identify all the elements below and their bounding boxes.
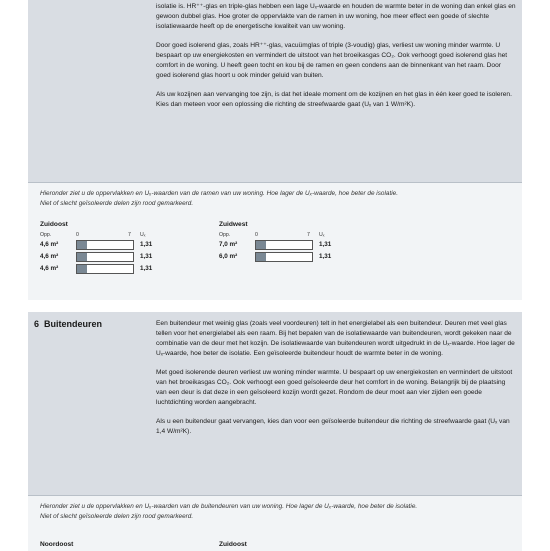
paragraph: Door goed isolerend glas, zoals HR⁺⁺-glas, vacuümglas of triple (3-voudig) glas, verliest uw woning minder warmte. U bespaart op uw energiekosten en vermindert de uitstoot van het broeikasgas CO₂. Ook verhoogt goed isolerend glas het comfort in de woning. U heeft geen tocht en kou bij de ramen en geen condens aan de binnenkant van het raam. Door goed isolerend glas hoort u ook minder geluid van buiten. — [156, 42, 508, 79]
row-u-value: 1,31 — [319, 253, 332, 260]
row-u-value: 1,31 — [140, 241, 153, 248]
section-body — [156, 319, 516, 446]
row-area: 4,6 m² — [40, 253, 59, 260]
orientation-table-zuidwest — [219, 221, 332, 264]
row-u-value: 1,31 — [319, 241, 332, 248]
caption-line: Hieronder ziet u de oppervlakken en Uₓ-waarden van de ramen van uw woning. Hoe lager de Uₓ-waarde, hoe beter de isolatie. — [40, 190, 398, 197]
windows-caption — [28, 183, 522, 209]
col-area-label: Opp. — [40, 232, 52, 238]
row-area: 6,0 m² — [219, 253, 238, 260]
section-title: Buitendeuren — [44, 319, 103, 329]
row-u-value: 1,31 — [140, 265, 153, 272]
paragraph: isolatie is. HR⁺⁺-glas en triple-glas hebben een lage Uₓ-waarde en houden de warmte beter in de woning dan enkel glas en gewoon dubbel glas. Hoe groter de oppervlakte van de ramen in uw woning, hoe meer effect een goede of slechte isolatiewaarde heeft op de energetische kwaliteit van uw woning. — [156, 3, 516, 30]
caption-line: Niet of slecht geïsoleerde delen zijn rood gemarkeerd. — [40, 200, 194, 207]
col-u-label: Uₓ — [140, 232, 146, 238]
table-row — [40, 252, 153, 264]
row-area: 4,6 m² — [40, 265, 59, 272]
windows-section-body — [156, 2, 516, 119]
table-axis — [40, 232, 146, 240]
row-area: 7,0 m² — [219, 241, 238, 248]
table-axis — [219, 232, 325, 240]
doors-values-box — [28, 495, 522, 551]
paragraph: Als u een buitendeur gaat vervangen, kies dan voor een geïsoleerde buitendeur die richting de streefwaarde gaat (Uₓ van 1,4 W/m²K). — [156, 418, 510, 435]
section-number: 6 — [34, 319, 40, 329]
u-value-bar-fill — [77, 253, 87, 261]
axis-max-label: 7 — [307, 232, 310, 238]
col-area-label: Opp. — [219, 232, 231, 238]
u-value-bar — [255, 240, 313, 250]
windows-section-text-panel — [28, 0, 522, 182]
table-row — [219, 240, 332, 252]
table-title: Zuidwest — [219, 221, 248, 228]
orientation-table-zuidoost — [40, 221, 153, 276]
table-title-zuidoost: Zuidoost — [219, 541, 247, 548]
u-value-bar-fill — [77, 265, 87, 273]
axis-min-label: 0 — [255, 232, 258, 238]
table-row — [40, 264, 153, 276]
section-heading — [34, 319, 102, 329]
u-value-bar-fill — [77, 241, 87, 249]
table-row — [40, 240, 153, 252]
u-value-bar — [76, 264, 134, 274]
axis-max-label: 7 — [128, 232, 131, 238]
row-u-value: 1,31 — [140, 253, 153, 260]
windows-tables — [28, 209, 522, 272]
u-value-bar-fill — [256, 253, 266, 261]
caption-line: Niet of slecht geïsoleerde delen zijn rood gemarkeerd. — [40, 513, 194, 520]
row-area: 4,6 m² — [40, 241, 59, 248]
col-u-label: Uₓ — [319, 232, 325, 238]
section-buitendeuren — [28, 312, 522, 495]
axis-min-label: 0 — [76, 232, 79, 238]
table-title: Zuidoost — [40, 221, 68, 228]
u-value-bar — [255, 252, 313, 262]
table-title-noordoost: Noordoost — [40, 541, 74, 548]
paragraph: Een buitendeur met weinig glas (zoals veel voordeuren) telt in het energielabel als een buitendeur. Deuren met veel glas tellen voor het energielabel als een raam. Bij het bepalen van de isolatiewaarde van buitendeuren, wordt gekeken naar de combinatie van de deur met het kozijn. De isolatiewaarde van buitendeuren wordt uitgedrukt in de Uₓ-waarde. Hoe lager de Uₓ-waarde, hoe beter de isolatie. Een geïsoleerde buitendeur houdt de warmte beter in de woning. — [156, 320, 515, 357]
doors-caption — [28, 496, 522, 522]
u-value-bar — [76, 252, 134, 262]
paragraph: Met goed isolerende deuren verliest uw woning minder warmte. U bespaart op uw energiekosten en vermindert de uitstoot van het broeikasgas CO₂. Ook verhoogt een goed geïsoleerde deur het comfort in de woning. Belangrijk bij de plaatsing van een deur is dat deze in een geïsoleerd kozijn wordt gezet. Rondom de deur moet aan vier zijden een goede luchtdichting worden aangebracht. — [156, 369, 513, 406]
paragraph: Als uw kozijnen aan vervanging toe zijn, is dat het ideale moment om de kozijnen en het glas in één keer goed te isoleren. Kies dan meteen voor een oplossing die richting de streefwaarde gaat (Uₓ van 1 W/m²K). — [156, 91, 512, 108]
u-value-bar-fill — [256, 241, 266, 249]
windows-values-box — [28, 182, 522, 300]
u-value-bar — [76, 240, 134, 250]
caption-line: Hieronder ziet u de oppervlakken en Uₓ-waarden van de buitendeuren van uw woning. Hoe lager de Uₓ-waarde, hoe beter de isolatie. — [40, 503, 418, 510]
table-row — [219, 252, 332, 264]
